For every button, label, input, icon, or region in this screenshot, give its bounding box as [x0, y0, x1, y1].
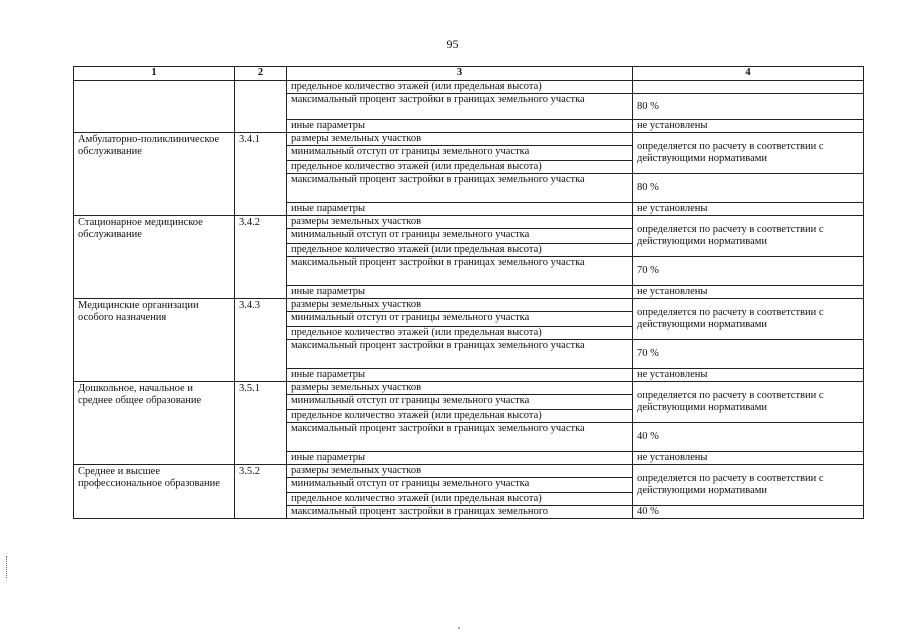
parameter-cell: предельное количество этажей (или предельная высота)	[287, 161, 633, 174]
value-cell: определяется по расчету в соответствии с действующими нормативами	[633, 216, 864, 257]
value-cell: не установлены	[633, 369, 864, 382]
table-row	[74, 133, 864, 146]
parameter-cell: максимальный процент застройки в границах земельного участка	[287, 94, 633, 120]
use-code-cell: 3.4.2	[235, 216, 287, 299]
parameter-cell: максимальный процент застройки в границах земельного	[287, 506, 633, 519]
value-cell: 80 %	[633, 94, 864, 120]
value-cell: не установлены	[633, 120, 864, 133]
value-cell: не установлены	[633, 203, 864, 216]
parameter-cell: предельное количество этажей (или предельная высота)	[287, 327, 633, 340]
parameter-cell: предельное количество этажей (или предельная высота)	[287, 410, 633, 423]
column-header-4: 4	[633, 67, 864, 81]
table-row	[74, 81, 864, 94]
parameter-cell: минимальный отступ от границы земельного участка	[287, 312, 633, 327]
parameter-cell: размеры земельных участков	[287, 382, 633, 395]
parameter-cell: иные параметры	[287, 203, 633, 216]
parameter-cell: предельное количество этажей (или предельная высота)	[287, 493, 633, 506]
parameter-cell: минимальный отступ от границы земельного участка	[287, 229, 633, 244]
parameter-cell: размеры земельных участков	[287, 216, 633, 229]
column-header-2: 2	[235, 67, 287, 81]
value-cell: определяется по расчету в соответствии с действующими нормативами	[633, 299, 864, 340]
value-cell: 80 %	[633, 174, 864, 203]
parameter-cell: иные параметры	[287, 369, 633, 382]
value-cell: не установлены	[633, 286, 864, 299]
parameter-cell: минимальный отступ от границы земельного участка	[287, 146, 633, 161]
parameter-cell: иные параметры	[287, 120, 633, 133]
parameter-cell: максимальный процент застройки в границах земельного участка	[287, 423, 633, 452]
use-code-cell: 3.4.1	[235, 133, 287, 216]
column-header-1: 1	[74, 67, 235, 81]
parameter-cell: максимальный процент застройки в границах земельного участка	[287, 174, 633, 203]
parameter-cell: размеры земельных участков	[287, 133, 633, 146]
parameter-cell: размеры земельных участков	[287, 465, 633, 478]
column-header-3: 3	[287, 67, 633, 81]
parameter-cell: минимальный отступ от границы земельного участка	[287, 395, 633, 410]
parameter-cell: максимальный процент застройки в границах земельного участка	[287, 340, 633, 369]
parameter-cell: максимальный процент застройки в границах земельного участка	[287, 257, 633, 286]
value-cell: 70 %	[633, 257, 864, 286]
use-name-cell: Дошкольное, начальное и среднее общее образование	[74, 382, 235, 465]
value-cell: определяется по расчету в соответствии с действующими нормативами	[633, 382, 864, 423]
scan-dot	[458, 627, 460, 629]
value-cell: не установлены	[633, 452, 864, 465]
parameter-cell: предельное количество этажей (или предельная высота)	[287, 244, 633, 257]
parameter-cell: минимальный отступ от границы земельного участка	[287, 478, 633, 493]
use-name-cell: Амбулаторно-поликлиническое обслуживание	[74, 133, 235, 216]
use-name-cell: Среднее и высшее профессиональное образование	[74, 465, 235, 519]
value-cell: 70 %	[633, 340, 864, 369]
table-row	[74, 382, 864, 395]
value-cell: определяется по расчету в соответствии с действующими нормативами	[633, 465, 864, 506]
use-name-cell: Стационарное медицинское обслуживание	[74, 216, 235, 299]
parameter-cell: предельное количество этажей (или предельная высота)	[287, 81, 633, 94]
value-cell	[633, 81, 864, 94]
parameter-cell: размеры земельных участков	[287, 299, 633, 312]
parameter-cell: иные параметры	[287, 452, 633, 465]
scan-edge-mark	[6, 556, 13, 578]
table-row	[74, 299, 864, 312]
table-row	[74, 216, 864, 229]
value-cell: 40 %	[633, 423, 864, 452]
value-cell: 40 %	[633, 506, 864, 519]
use-code-cell: 3.4.3	[235, 299, 287, 382]
use-code-cell: 3.5.2	[235, 465, 287, 519]
use-code-cell	[235, 81, 287, 133]
page-number: 95	[446, 37, 459, 51]
use-name-cell: Медицинские организации особого назначения	[74, 299, 235, 382]
table-row	[74, 465, 864, 478]
use-name-cell	[74, 81, 235, 133]
header-row	[74, 67, 864, 81]
parameter-cell: иные параметры	[287, 286, 633, 299]
zoning-parameters-table	[73, 66, 864, 519]
value-cell: определяется по расчету в соответствии с действующими нормативами	[633, 133, 864, 174]
use-code-cell: 3.5.1	[235, 382, 287, 465]
